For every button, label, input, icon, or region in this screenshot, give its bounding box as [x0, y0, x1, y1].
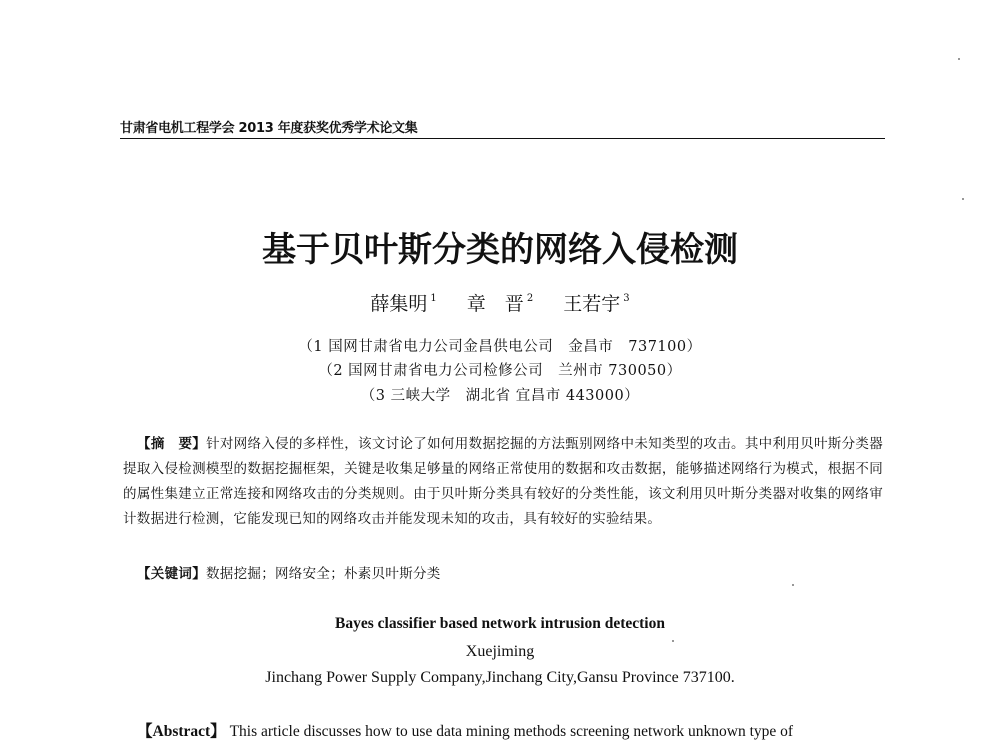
author-name: 王若宇	[563, 293, 621, 315]
english-abstract	[123, 719, 903, 741]
english-abstract-label: 【Abstract】	[137, 723, 226, 740]
author-name: 薛集明	[370, 293, 428, 315]
abstract-text: 针对网络入侵的多样性，该文讨论了如何用数据挖掘的方法甄别网络中未知类型的攻击。其中利用贝叶斯分类器提取入侵检测模型的数据挖掘框架，关键是收集足够量的网络正常使用的数据和攻击数据，能够描述网络行为模式，根据不同的属性集建立正常连接和网络攻击的分类规则。由于贝叶斯分类具有较好的分类性能，该文利用贝叶斯分类器对收集的网络审计数据进行检测，它能发现已知的网络攻击并能发现未知的攻击，具有较好的实验结果。	[123, 436, 883, 527]
author	[563, 289, 629, 316]
english-author: Xuejiming	[465, 643, 535, 660]
abstract-chinese	[123, 432, 883, 532]
header-rule	[120, 138, 885, 139]
english-affiliation: Jinchang Power Supply Company,Jinchang City,Gansu Province 737100.	[265, 669, 735, 686]
affiliation-mark: 3	[623, 293, 630, 304]
scan-speck	[792, 584, 794, 586]
affiliation-1: （1 国网甘肃省电力公司金昌供电公司 金昌市 737100）	[298, 339, 702, 355]
scan-speck	[958, 58, 960, 60]
author	[370, 289, 436, 316]
english-title: Bayes classifier based network intrusion detection	[335, 615, 665, 632]
author	[467, 289, 533, 316]
abstract-label: 【摘 要】	[137, 436, 207, 452]
running-header: 甘肃省电机工程学会 2013 年度获奖优秀学术论文集	[120, 121, 418, 136]
paper-title: 基于贝叶斯分类的网络入侵检测	[262, 230, 738, 270]
affiliation-3: （3 三峡大学 湖北省 宜昌市 443000）	[360, 388, 640, 404]
keywords-chinese	[137, 562, 877, 582]
keywords-label: 【关键词】	[137, 566, 206, 582]
scan-speck	[962, 198, 964, 200]
author-name: 章 晋	[466, 293, 524, 315]
scan-speck	[672, 640, 674, 642]
english-abstract-text: This article discusses how to use data mining methods screening network unknown type of	[229, 723, 794, 740]
keywords-text: 数据挖掘；网络安全；朴素贝叶斯分类	[206, 566, 441, 582]
author-list	[0, 289, 1000, 316]
affiliation-2: （2 国网甘肃省电力公司检修公司 兰州市 730050）	[318, 363, 682, 379]
affiliation-mark: 2	[526, 293, 534, 304]
affiliation-mark: 1	[430, 293, 437, 304]
